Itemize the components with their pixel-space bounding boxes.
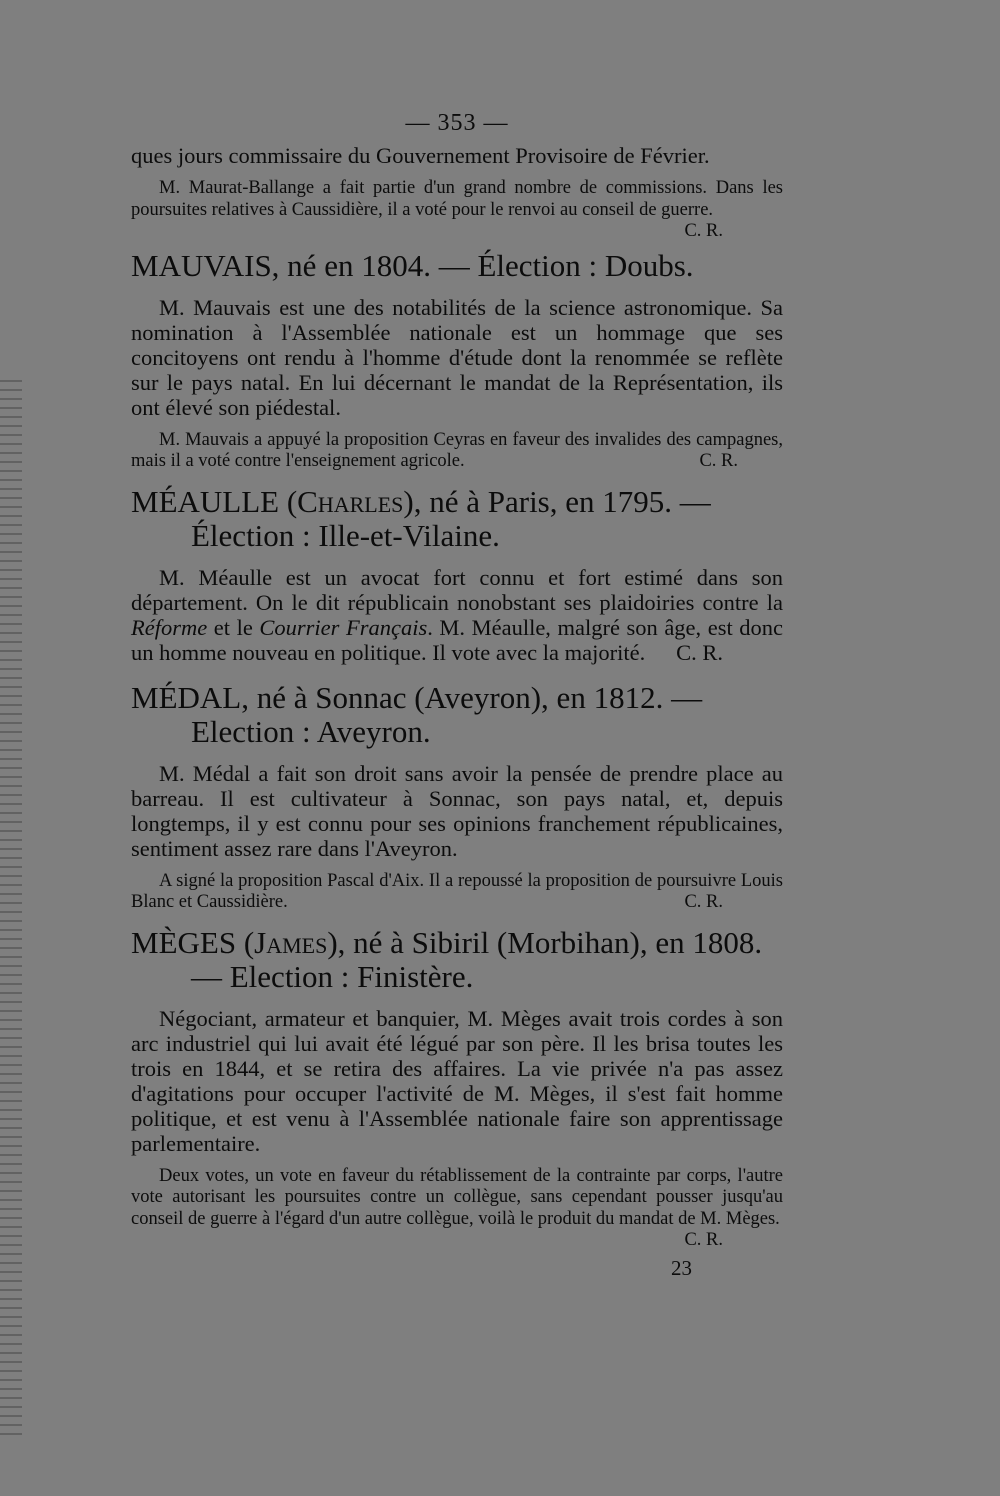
scan-binding-edge <box>0 380 22 1440</box>
body-text: et le <box>207 614 260 640</box>
note-meges-signature: C. R. <box>684 1230 723 1250</box>
note-medal-signature: C. R. <box>684 892 723 912</box>
note-maurat <box>131 178 783 241</box>
meaulle-signature: C. R. <box>676 639 723 665</box>
entry-body-meges: Négociant, armateur et banquier, M. Mèges avait trois cordes à son arc industriel qui lui avait été légué par son père. Il les brisa toutes les trois en 1844, et se retira des affaires. La vie privée n'a pas assez d'agitations pour occuper l'activité de M. Mèges, il s'est fait homme politique, et est venu à l'Assemblée nationale faire son apprentissage parlementaire. <box>131 1005 783 1156</box>
heading-surname: MÉAULLE ( <box>131 483 298 519</box>
body-text: . M. Méaulle, malgré son âge, est donc un homme nouveau en politique. Il vote avec la majorité. <box>131 614 784 665</box>
entry-heading-meges <box>131 926 783 994</box>
book-page <box>131 110 783 1281</box>
heading-details: ), né à Paris, en 1795. — Élection : Ille-et-Vilaine. <box>191 483 711 553</box>
note-meges-text: Deux votes, un vote en faveur du rétablissement de la contrainte par corps, l'autre vote autorisant les poursuites contre un collègue, sans cependant pousser jusqu'au conseil de guerre à l'égard d'un autre collègue, voilà le produit du mandat de M. Mèges. <box>131 1165 783 1229</box>
entry-heading-meaulle <box>131 485 783 553</box>
heading-surname: MÈGES ( <box>131 924 255 960</box>
entry-heading-mauvais: MAUVAIS, né en 1804. — Élection : Doubs. <box>131 247 694 283</box>
note-maurat-text: M. Maurat-Ballange a fait partie d'un grand nombre de commissions. Dans les poursuites relatives à Caussidière, il a voté pour le renvoi au conseil de guerre. <box>131 178 783 220</box>
entry-body-medal: M. Médal a fait son droit sans avoir la pensée de prendre place au barreau. Il est cultivateur à Sonnac, son pays natal, et, depuis longtemps, il y est connu pour ses opinions franchement républicaines, sentiment assez rare dans l'Aveyron. <box>131 760 783 861</box>
newspaper-title: Réforme <box>131 614 208 640</box>
note-mauvais <box>131 430 783 473</box>
entry-heading-medal: MÉDAL, né à Sonnac (Aveyron), en 1812. — Election : Aveyron. <box>131 679 703 749</box>
signature-mark: 23 <box>671 1255 692 1280</box>
page-number: — 353 — <box>405 110 509 136</box>
heading-details: ), né à Sibiril (Morbihan), en 1808. — Election : Finistère. <box>191 924 763 994</box>
entry-body-mauvais: M. Mauvais est une des notabilités de la science astronomique. Sa nomination à l'Assemblée nationale est un hommage que ses concitoyens ont rendu à l'homme d'étude dont la renommée se reflète sur le pays natal. En lui décernant le mandat de la Représentation, ils ont élevé son piédestal. <box>131 294 783 420</box>
newspaper-title: Courrier Français <box>259 614 428 640</box>
heading-firstname: Charles <box>297 483 404 519</box>
note-maurat-signature: C. R. <box>684 221 723 241</box>
note-mauvais-text: M. Mauvais a appuyé la proposition Ceyras en faveur des invalides des campagnes, mais il a voté contre l'enseignement agricole. <box>131 429 783 471</box>
note-mauvais-signature: C. R. <box>699 451 738 471</box>
note-medal <box>131 871 783 914</box>
entry-body-meaulle <box>131 565 783 665</box>
body-text: M. Méaulle est un avocat fort connu et fort estimé dans son département. On le dit républicain nonobstant ses plaidoiries contre la <box>131 564 783 615</box>
note-medal-text: A signé la proposition Pascal d'Aix. Il a repoussé la proposition de poursuivre Louis Blanc et Caussidière. <box>131 870 783 912</box>
heading-firstname: James <box>254 924 328 960</box>
note-meges <box>131 1165 783 1250</box>
continuation-paragraph: ques jours commissaire du Gouvernement Provisoire de Février. <box>131 143 710 168</box>
